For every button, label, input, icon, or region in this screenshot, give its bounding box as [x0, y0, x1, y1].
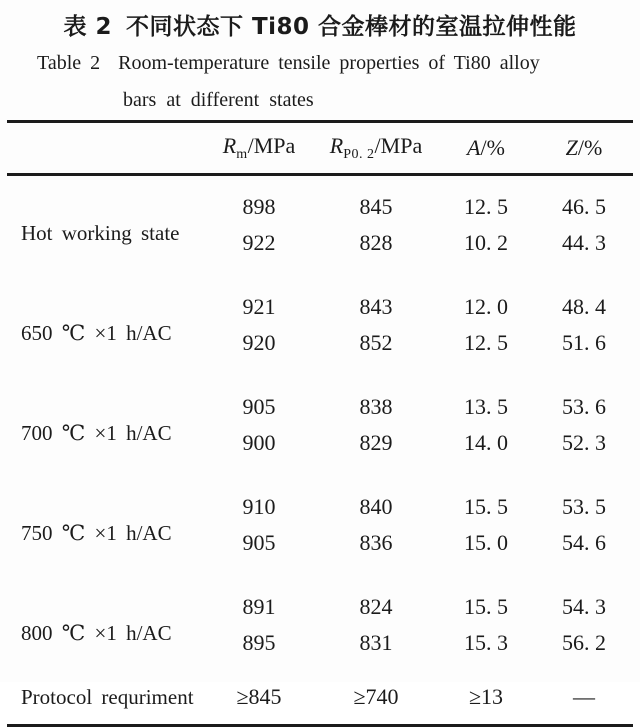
cell-a: 12. 0 — [464, 294, 508, 319]
table-caption-english-line1 — [0, 44, 640, 82]
protocol-label: Protocol requriment — [21, 684, 194, 709]
z-symbol: Z — [565, 135, 578, 160]
cell-z: 53. 6 — [562, 394, 606, 419]
column-header-rp02 — [315, 122, 437, 175]
column-header-rm — [203, 122, 315, 175]
cell-rm: 905 — [242, 394, 276, 419]
cell-a: 15. 3 — [464, 630, 508, 655]
protocol-requirement-row — [7, 676, 633, 726]
table-row — [7, 476, 633, 524]
cell-z-dash: — — [573, 684, 595, 709]
cell-rm: 910 — [242, 494, 276, 519]
table-row — [7, 376, 633, 424]
rp02-symbol: R — [329, 133, 344, 158]
cell-rp02: 836 — [359, 530, 393, 555]
cell-z: 53. 5 — [562, 494, 606, 519]
table-title-cn: 不同状态下 Ti80 合金棒材的室温拉伸性能 — [125, 14, 577, 40]
header-row — [7, 122, 633, 175]
cell-z: 54. 3 — [562, 594, 606, 619]
cell-z: 56. 2 — [562, 630, 606, 655]
table-row — [7, 576, 633, 624]
table-number-en: Table 2 — [37, 52, 101, 74]
cell-z: 48. 4 — [562, 294, 606, 319]
cell-a: 12. 5 — [464, 330, 508, 355]
a-symbol: A — [467, 135, 481, 160]
rp02-subscript: P0. 2 — [343, 147, 375, 162]
cell-rm: 900 — [242, 430, 276, 455]
cell-rp02: 840 — [359, 494, 393, 519]
z-unit: /% — [577, 135, 603, 160]
column-header-z — [535, 122, 633, 175]
cell-rm: 921 — [242, 294, 276, 319]
table-number-cn: 表 2 — [63, 14, 112, 40]
cell-a: 15. 5 — [464, 494, 508, 519]
cell-rm: 905 — [242, 530, 276, 555]
cell-a: 10. 2 — [464, 230, 508, 255]
state-label-hot-working: Hot working state — [21, 220, 180, 245]
column-header-a — [437, 122, 535, 175]
state-label-700c: 700 ℃ ×1 h/AC — [21, 420, 172, 445]
cell-z: 44. 3 — [562, 230, 606, 255]
tensile-properties-table — [7, 120, 633, 727]
rp02-unit: /MPa — [374, 133, 423, 158]
cell-a-min: ≥13 — [468, 684, 504, 709]
cell-rm: 895 — [242, 630, 276, 655]
cell-rp02: 843 — [359, 294, 393, 319]
cell-rp02-min: ≥740 — [353, 684, 399, 709]
cell-a: 15. 0 — [464, 530, 508, 555]
rm-unit: /MPa — [247, 133, 296, 158]
cell-z: 54. 6 — [562, 530, 606, 555]
state-label-800c: 800 ℃ ×1 h/AC — [21, 620, 172, 645]
cell-rp02: 838 — [359, 394, 393, 419]
table-caption-chinese — [0, 10, 640, 44]
cell-rm: 922 — [242, 230, 276, 255]
table-title-en: Room-temperature tensile properties of Ti80 alloy — [118, 52, 540, 74]
cell-rp02: 829 — [359, 430, 393, 455]
state-label-650c: 650 ℃ ×1 h/AC — [21, 320, 172, 345]
cell-rm-min: ≥845 — [236, 684, 282, 709]
rm-symbol: R — [222, 133, 237, 158]
cell-z: 46. 5 — [562, 194, 606, 219]
a-unit: /% — [480, 135, 505, 160]
cell-a: 12. 5 — [464, 194, 508, 219]
cell-rp02: 831 — [359, 630, 393, 655]
table-row — [7, 175, 633, 225]
column-header-state — [7, 122, 203, 175]
table-caption-english-line2: bars at different states — [123, 89, 314, 111]
cell-a: 15. 5 — [464, 594, 508, 619]
state-label-750c: 750 ℃ ×1 h/AC — [21, 520, 172, 545]
cell-rm: 898 — [242, 194, 276, 219]
cell-z: 52. 3 — [562, 430, 606, 455]
cell-rm: 891 — [242, 594, 276, 619]
table-row — [7, 276, 633, 324]
cell-a: 13. 5 — [464, 394, 508, 419]
cell-a: 14. 0 — [464, 430, 508, 455]
cell-rm: 920 — [242, 330, 276, 355]
cell-z: 51. 6 — [562, 330, 606, 355]
cell-rp02: 845 — [359, 194, 393, 219]
cell-rp02: 824 — [359, 594, 393, 619]
cell-rp02: 828 — [359, 230, 393, 255]
cell-rp02: 852 — [359, 330, 393, 355]
rm-subscript: m — [236, 147, 248, 162]
